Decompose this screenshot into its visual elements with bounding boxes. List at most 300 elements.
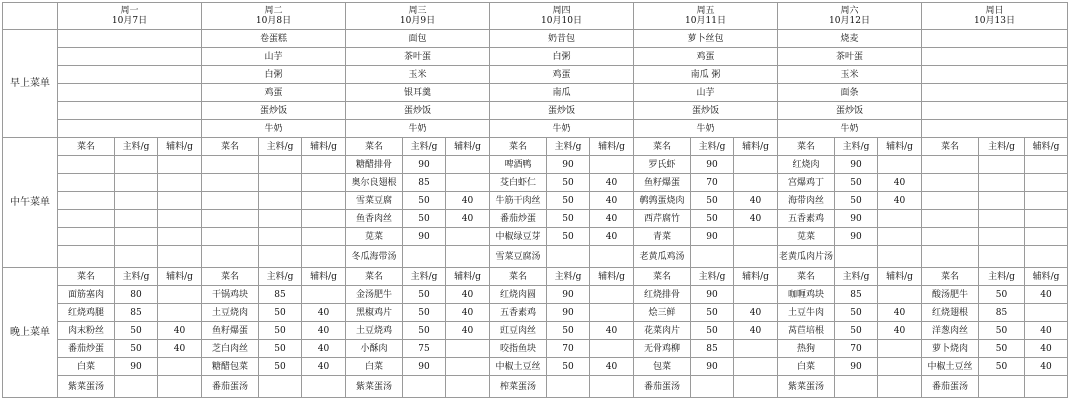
main-ingredient-column-header: 主料/g — [259, 138, 302, 156]
dinner-aux-weight-fri: 40 — [734, 322, 778, 340]
dinner-row — [3, 304, 1068, 322]
dinner-main-weight-sat: 85 — [835, 286, 878, 304]
breakfast-item-mon — [58, 84, 202, 102]
lunch-main-weight-sun — [979, 192, 1025, 210]
dish-column-header: 菜名 — [490, 268, 547, 286]
lunch-row — [3, 174, 1068, 192]
aux-ingredient-column-header: 辅料/g — [302, 268, 346, 286]
lunch-dish-sat: 海带肉丝 — [778, 192, 835, 210]
breakfast-item-thu: 白粥 — [490, 48, 634, 66]
dinner-dish-sat: 热狗 — [778, 340, 835, 358]
dish-column-header: 菜名 — [778, 138, 835, 156]
dinner-main-weight-mon: 90 — [115, 358, 158, 376]
breakfast-item-mon — [58, 102, 202, 120]
lunch-main-weight-wed: 90 — [403, 156, 446, 174]
dinner-dish-thu: 榨菜蛋汤 — [490, 376, 547, 398]
dinner-aux-weight-sat — [878, 376, 922, 398]
lunch-dish-sun — [922, 210, 979, 228]
day-header-mon — [58, 3, 202, 30]
lunch-dish-fri: 罗氏虾 — [634, 156, 691, 174]
aux-ingredient-column-header: 辅料/g — [878, 268, 922, 286]
dinner-main-weight-mon: 50 — [115, 340, 158, 358]
dinner-row — [3, 322, 1068, 340]
lunch-dish-thu: 雪菜豆腐汤 — [490, 246, 547, 268]
lunch-main-weight-mon — [115, 246, 158, 268]
dinner-aux-weight-fri — [734, 286, 778, 304]
day-name: 周三 — [408, 6, 427, 16]
dinner-aux-weight-fri — [734, 358, 778, 376]
dinner-aux-weight-mon: 40 — [158, 322, 202, 340]
lunch-main-weight-thu: 50 — [547, 210, 590, 228]
lunch-dish-mon — [58, 174, 115, 192]
dinner-dish-thu: 豇豆肉丝 — [490, 322, 547, 340]
breakfast-section-label: 早上菜单 — [3, 30, 58, 138]
lunch-aux-weight-thu: 40 — [590, 174, 634, 192]
breakfast-item-wed: 玉米 — [346, 66, 490, 84]
dinner-row — [3, 358, 1068, 376]
dinner-aux-weight-sun: 40 — [1025, 358, 1068, 376]
breakfast-item-sun — [922, 102, 1068, 120]
lunch-row — [3, 156, 1068, 174]
dinner-main-weight-thu — [547, 376, 590, 398]
aux-ingredient-column-header: 辅料/g — [590, 268, 634, 286]
dinner-aux-weight-mon — [158, 358, 202, 376]
breakfast-item-tue: 卷蛋糕 — [202, 30, 346, 48]
breakfast-item-mon — [58, 30, 202, 48]
breakfast-item-sun — [922, 84, 1068, 102]
lunch-dish-fri: 青菜 — [634, 228, 691, 246]
dinner-dish-sat: 紫菜蛋汤 — [778, 376, 835, 398]
dinner-dish-sun: 红烧翅根 — [922, 304, 979, 322]
lunch-row — [3, 210, 1068, 228]
breakfast-item-sun — [922, 120, 1068, 138]
lunch-dish-tue — [202, 174, 259, 192]
lunch-main-weight-wed: 90 — [403, 228, 446, 246]
dinner-aux-weight-sat — [878, 340, 922, 358]
dinner-dish-sun: 中椒土豆丝 — [922, 358, 979, 376]
lunch-aux-weight-sat — [878, 228, 922, 246]
lunch-dish-sun — [922, 246, 979, 268]
dinner-main-weight-tue: 50 — [259, 358, 302, 376]
dinner-dish-sat: 咖喱鸡块 — [778, 286, 835, 304]
lunch-main-weight-thu: 50 — [547, 192, 590, 210]
dinner-dish-fri: 包菜 — [634, 358, 691, 376]
lunch-aux-weight-mon — [158, 210, 202, 228]
lunch-aux-weight-mon — [158, 174, 202, 192]
breakfast-item-sat: 蛋炒饭 — [778, 102, 922, 120]
dinner-main-weight-tue: 50 — [259, 340, 302, 358]
main-ingredient-column-header: 主料/g — [835, 268, 878, 286]
aux-ingredient-column-header: 辅料/g — [734, 138, 778, 156]
lunch-aux-weight-sun — [1025, 174, 1068, 192]
dinner-aux-weight-tue: 40 — [302, 358, 346, 376]
breakfast-item-sat: 面条 — [778, 84, 922, 102]
lunch-main-weight-mon — [115, 228, 158, 246]
dinner-column-header-row — [3, 268, 1068, 286]
lunch-main-weight-sun — [979, 156, 1025, 174]
dinner-dish-thu: 咬指鱼块 — [490, 340, 547, 358]
lunch-main-weight-thu: 50 — [547, 228, 590, 246]
lunch-dish-fri: 鱼籽爆蛋 — [634, 174, 691, 192]
dinner-dish-tue: 糖醋包菜 — [202, 358, 259, 376]
aux-ingredient-column-header: 辅料/g — [158, 268, 202, 286]
dinner-dish-mon: 肉末粉丝 — [58, 322, 115, 340]
dinner-main-weight-sun: 50 — [979, 286, 1025, 304]
lunch-aux-weight-thu: 40 — [590, 228, 634, 246]
lunch-section-label: 中午菜单 — [3, 138, 58, 268]
lunch-aux-weight-tue — [302, 246, 346, 268]
lunch-row — [3, 192, 1068, 210]
aux-ingredient-column-header: 辅料/g — [878, 138, 922, 156]
dinner-main-weight-sun: 85 — [979, 304, 1025, 322]
lunch-dish-mon — [58, 156, 115, 174]
dinner-aux-weight-wed — [446, 376, 490, 398]
dinner-dish-mon: 红烧鸡腿 — [58, 304, 115, 322]
breakfast-item-wed: 蛋炒饭 — [346, 102, 490, 120]
lunch-aux-weight-tue — [302, 174, 346, 192]
lunch-dish-wed: 苋菜 — [346, 228, 403, 246]
dinner-dish-wed: 白菜 — [346, 358, 403, 376]
lunch-main-weight-tue — [259, 210, 302, 228]
lunch-dish-tue — [202, 156, 259, 174]
lunch-dish-thu: 番茄炒蛋 — [490, 210, 547, 228]
lunch-aux-weight-sat: 40 — [878, 174, 922, 192]
dinner-aux-weight-thu: 40 — [590, 358, 634, 376]
main-ingredient-column-header: 主料/g — [403, 268, 446, 286]
day-header-sat — [778, 3, 922, 30]
dish-column-header: 菜名 — [634, 268, 691, 286]
main-ingredient-column-header: 主料/g — [547, 268, 590, 286]
dinner-dish-mon: 番茄炒蛋 — [58, 340, 115, 358]
dinner-aux-weight-wed: 40 — [446, 304, 490, 322]
day-date: 10月11日 — [685, 16, 726, 26]
lunch-aux-weight-wed — [446, 246, 490, 268]
day-date: 10月12日 — [829, 16, 870, 26]
dinner-dish-sat: 白菜 — [778, 358, 835, 376]
dinner-aux-weight-tue: 40 — [302, 340, 346, 358]
lunch-aux-weight-mon — [158, 192, 202, 210]
lunch-main-weight-tue — [259, 156, 302, 174]
dish-column-header: 菜名 — [346, 138, 403, 156]
lunch-main-weight-fri — [691, 246, 734, 268]
lunch-main-weight-fri: 90 — [691, 228, 734, 246]
lunch-aux-weight-fri — [734, 228, 778, 246]
main-ingredient-column-header: 主料/g — [691, 268, 734, 286]
lunch-aux-weight-tue — [302, 192, 346, 210]
lunch-main-weight-sun — [979, 174, 1025, 192]
day-header-fri — [634, 3, 778, 30]
dinner-row — [3, 376, 1068, 398]
aux-ingredient-column-header: 辅料/g — [1025, 138, 1068, 156]
dinner-dish-fri: 无骨鸡柳 — [634, 340, 691, 358]
dinner-main-weight-wed: 50 — [403, 304, 446, 322]
lunch-main-weight-wed: 50 — [403, 210, 446, 228]
breakfast-item-wed: 茶叶蛋 — [346, 48, 490, 66]
lunch-aux-weight-fri: 40 — [734, 192, 778, 210]
dinner-aux-weight-thu — [590, 340, 634, 358]
day-date: 10月13日 — [974, 16, 1015, 26]
lunch-main-weight-tue — [259, 174, 302, 192]
lunch-dish-sun — [922, 174, 979, 192]
dinner-main-weight-sat: 50 — [835, 304, 878, 322]
main-ingredient-column-header: 主料/g — [115, 138, 158, 156]
day-name: 周一 — [120, 6, 139, 16]
dinner-main-weight-wed: 50 — [403, 322, 446, 340]
breakfast-item-tue: 鸡蛋 — [202, 84, 346, 102]
lunch-aux-weight-fri — [734, 246, 778, 268]
dish-column-header: 菜名 — [202, 268, 259, 286]
dish-column-header: 菜名 — [490, 138, 547, 156]
dinner-aux-weight-wed — [446, 340, 490, 358]
lunch-main-weight-fri: 90 — [691, 156, 734, 174]
lunch-aux-weight-mon — [158, 246, 202, 268]
breakfast-item-mon — [58, 48, 202, 66]
lunch-dish-wed: 奥尔良翅根 — [346, 174, 403, 192]
breakfast-item-sat: 玉米 — [778, 66, 922, 84]
aux-ingredient-column-header: 辅料/g — [1025, 268, 1068, 286]
breakfast-item-fri: 蛋炒饭 — [634, 102, 778, 120]
lunch-main-weight-fri: 50 — [691, 192, 734, 210]
lunch-dish-mon — [58, 228, 115, 246]
dinner-dish-tue: 番茄蛋汤 — [202, 376, 259, 398]
dinner-row — [3, 340, 1068, 358]
breakfast-row — [3, 66, 1068, 84]
lunch-dish-wed: 糖醋排骨 — [346, 156, 403, 174]
main-ingredient-column-header: 主料/g — [691, 138, 734, 156]
dish-column-header: 菜名 — [202, 138, 259, 156]
dinner-aux-weight-mon — [158, 376, 202, 398]
lunch-dish-wed: 鱼香肉丝 — [346, 210, 403, 228]
dish-column-header: 菜名 — [922, 138, 979, 156]
corner-cell — [3, 3, 58, 30]
dinner-aux-weight-thu — [590, 376, 634, 398]
breakfast-item-wed: 银耳羹 — [346, 84, 490, 102]
breakfast-item-tue: 白粥 — [202, 66, 346, 84]
lunch-main-weight-fri: 70 — [691, 174, 734, 192]
dinner-aux-weight-fri: 40 — [734, 304, 778, 322]
dinner-main-weight-sat: 90 — [835, 358, 878, 376]
lunch-dish-sat: 红烧肉 — [778, 156, 835, 174]
dinner-aux-weight-sun — [1025, 376, 1068, 398]
dinner-section-label: 晚上菜单 — [3, 268, 58, 398]
breakfast-item-wed: 牛奶 — [346, 120, 490, 138]
dinner-aux-weight-sat: 40 — [878, 304, 922, 322]
dinner-dish-thu: 五香素鸡 — [490, 304, 547, 322]
aux-ingredient-column-header: 辅料/g — [158, 138, 202, 156]
lunch-main-weight-wed: 50 — [403, 192, 446, 210]
lunch-aux-weight-fri: 40 — [734, 210, 778, 228]
dinner-aux-weight-sun — [1025, 304, 1068, 322]
breakfast-row — [3, 84, 1068, 102]
lunch-aux-weight-thu — [590, 246, 634, 268]
lunch-aux-weight-sun — [1025, 156, 1068, 174]
breakfast-item-fri: 牛奶 — [634, 120, 778, 138]
breakfast-item-tue: 蛋炒饭 — [202, 102, 346, 120]
dinner-aux-weight-mon — [158, 304, 202, 322]
main-ingredient-column-header: 主料/g — [259, 268, 302, 286]
breakfast-item-sun — [922, 48, 1068, 66]
breakfast-item-thu: 南瓜 — [490, 84, 634, 102]
lunch-dish-tue — [202, 228, 259, 246]
breakfast-row — [3, 102, 1068, 120]
dinner-main-weight-sat: 50 — [835, 322, 878, 340]
lunch-dish-fri: 老黄瓜鸡汤 — [634, 246, 691, 268]
lunch-main-weight-thu: 90 — [547, 156, 590, 174]
dinner-aux-weight-thu — [590, 286, 634, 304]
breakfast-row — [3, 48, 1068, 66]
dinner-dish-mon: 紫菜蛋汤 — [58, 376, 115, 398]
lunch-dish-thu: 啤酒鸭 — [490, 156, 547, 174]
breakfast-item-thu: 蛋炒饭 — [490, 102, 634, 120]
dinner-main-weight-sun: 50 — [979, 358, 1025, 376]
dinner-dish-fri: 花菜肉片 — [634, 322, 691, 340]
dinner-main-weight-mon: 80 — [115, 286, 158, 304]
lunch-dish-sat: 苋菜 — [778, 228, 835, 246]
main-ingredient-column-header: 主料/g — [979, 268, 1025, 286]
dinner-dish-thu: 红烧肉圆 — [490, 286, 547, 304]
lunch-dish-fri: 西芹腐竹 — [634, 210, 691, 228]
dinner-main-weight-sun: 50 — [979, 322, 1025, 340]
breakfast-item-fri: 萝卜丝包 — [634, 30, 778, 48]
lunch-aux-weight-sat: 40 — [878, 192, 922, 210]
day-header-thu — [490, 3, 634, 30]
lunch-dish-tue — [202, 210, 259, 228]
dinner-dish-sun: 洋葱肉丝 — [922, 322, 979, 340]
dinner-dish-mon: 白菜 — [58, 358, 115, 376]
breakfast-row — [3, 120, 1068, 138]
dinner-dish-fri: 红烧排骨 — [634, 286, 691, 304]
dinner-aux-weight-sat — [878, 358, 922, 376]
breakfast-item-fri: 鸡蛋 — [634, 48, 778, 66]
lunch-main-weight-fri: 50 — [691, 210, 734, 228]
dinner-aux-weight-wed: 40 — [446, 286, 490, 304]
lunch-aux-weight-wed: 40 — [446, 210, 490, 228]
breakfast-item-fri: 南瓜 粥 — [634, 66, 778, 84]
dinner-main-weight-sat: 70 — [835, 340, 878, 358]
lunch-row — [3, 246, 1068, 268]
lunch-main-weight-sun — [979, 228, 1025, 246]
lunch-aux-weight-sun — [1025, 192, 1068, 210]
dinner-dish-sat: 莴苣培根 — [778, 322, 835, 340]
dinner-aux-weight-wed — [446, 358, 490, 376]
lunch-aux-weight-sun — [1025, 246, 1068, 268]
dinner-aux-weight-thu: 40 — [590, 322, 634, 340]
dinner-main-weight-tue: 85 — [259, 286, 302, 304]
lunch-main-weight-sun — [979, 210, 1025, 228]
lunch-dish-mon — [58, 192, 115, 210]
lunch-main-weight-mon — [115, 210, 158, 228]
lunch-row — [3, 228, 1068, 246]
dish-column-header: 菜名 — [922, 268, 979, 286]
lunch-dish-sun — [922, 228, 979, 246]
dinner-main-weight-mon: 50 — [115, 322, 158, 340]
lunch-dish-mon — [58, 246, 115, 268]
dinner-dish-tue: 芝白肉丝 — [202, 340, 259, 358]
dinner-aux-weight-fri — [734, 340, 778, 358]
lunch-main-weight-sat: 90 — [835, 210, 878, 228]
dinner-dish-tue: 干锅鸡块 — [202, 286, 259, 304]
day-name: 周五 — [696, 6, 715, 16]
day-name: 周二 — [264, 6, 283, 16]
lunch-dish-sat: 老黄瓜肉片汤 — [778, 246, 835, 268]
lunch-main-weight-thu — [547, 246, 590, 268]
lunch-main-weight-mon — [115, 174, 158, 192]
lunch-aux-weight-wed — [446, 228, 490, 246]
lunch-main-weight-wed: 85 — [403, 174, 446, 192]
lunch-aux-weight-thu — [590, 156, 634, 174]
dish-column-header: 菜名 — [634, 138, 691, 156]
dinner-aux-weight-tue: 40 — [302, 322, 346, 340]
dinner-dish-wed: 紫菜蛋汤 — [346, 376, 403, 398]
lunch-main-weight-thu: 50 — [547, 174, 590, 192]
lunch-aux-weight-mon — [158, 156, 202, 174]
dinner-dish-thu: 中椒土豆丝 — [490, 358, 547, 376]
breakfast-item-wed: 面包 — [346, 30, 490, 48]
breakfast-item-thu: 牛奶 — [490, 120, 634, 138]
dinner-main-weight-wed: 50 — [403, 286, 446, 304]
dinner-aux-weight-fri — [734, 376, 778, 398]
dinner-dish-mon: 面筋塞肉 — [58, 286, 115, 304]
dinner-main-weight-fri — [691, 376, 734, 398]
main-ingredient-column-header: 主料/g — [403, 138, 446, 156]
dinner-aux-weight-tue: 40 — [302, 304, 346, 322]
dinner-dish-sun: 萝卜烧肉 — [922, 340, 979, 358]
lunch-aux-weight-sun — [1025, 210, 1068, 228]
dinner-dish-wed: 土豆烧鸡 — [346, 322, 403, 340]
dinner-main-weight-fri: 90 — [691, 286, 734, 304]
lunch-main-weight-sat — [835, 246, 878, 268]
day-header-sun — [922, 3, 1068, 30]
dinner-dish-sat: 土豆牛肉 — [778, 304, 835, 322]
dish-column-header: 菜名 — [778, 268, 835, 286]
lunch-dish-thu: 中椒绿豆芽 — [490, 228, 547, 246]
lunch-main-weight-wed — [403, 246, 446, 268]
lunch-main-weight-sat: 50 — [835, 192, 878, 210]
lunch-aux-weight-tue — [302, 210, 346, 228]
lunch-aux-weight-wed — [446, 174, 490, 192]
aux-ingredient-column-header: 辅料/g — [302, 138, 346, 156]
header-row — [3, 3, 1068, 30]
dinner-dish-tue: 土豆烧肉 — [202, 304, 259, 322]
dinner-aux-weight-sat: 40 — [878, 322, 922, 340]
dinner-main-weight-fri: 50 — [691, 322, 734, 340]
breakfast-item-tue: 山芋 — [202, 48, 346, 66]
breakfast-item-thu: 鸡蛋 — [490, 66, 634, 84]
lunch-aux-weight-sun — [1025, 228, 1068, 246]
lunch-aux-weight-sat — [878, 246, 922, 268]
lunch-main-weight-tue — [259, 228, 302, 246]
day-header-tue — [202, 3, 346, 30]
lunch-dish-mon — [58, 210, 115, 228]
dinner-aux-weight-tue — [302, 376, 346, 398]
dinner-main-weight-thu: 50 — [547, 322, 590, 340]
breakfast-item-sun — [922, 30, 1068, 48]
dinner-aux-weight-mon — [158, 286, 202, 304]
day-date: 10月10日 — [541, 16, 582, 26]
dinner-aux-weight-tue — [302, 286, 346, 304]
dinner-main-weight-sat — [835, 376, 878, 398]
lunch-dish-fri: 鹌鹑蛋烧肉 — [634, 192, 691, 210]
dinner-main-weight-thu: 90 — [547, 286, 590, 304]
breakfast-item-sun — [922, 66, 1068, 84]
dinner-row — [3, 286, 1068, 304]
lunch-dish-wed: 雪菜豆腐 — [346, 192, 403, 210]
dinner-main-weight-tue: 50 — [259, 322, 302, 340]
day-name: 周日 — [985, 6, 1004, 16]
aux-ingredient-column-header: 辅料/g — [446, 268, 490, 286]
dinner-main-weight-wed: 90 — [403, 358, 446, 376]
aux-ingredient-column-header: 辅料/g — [446, 138, 490, 156]
